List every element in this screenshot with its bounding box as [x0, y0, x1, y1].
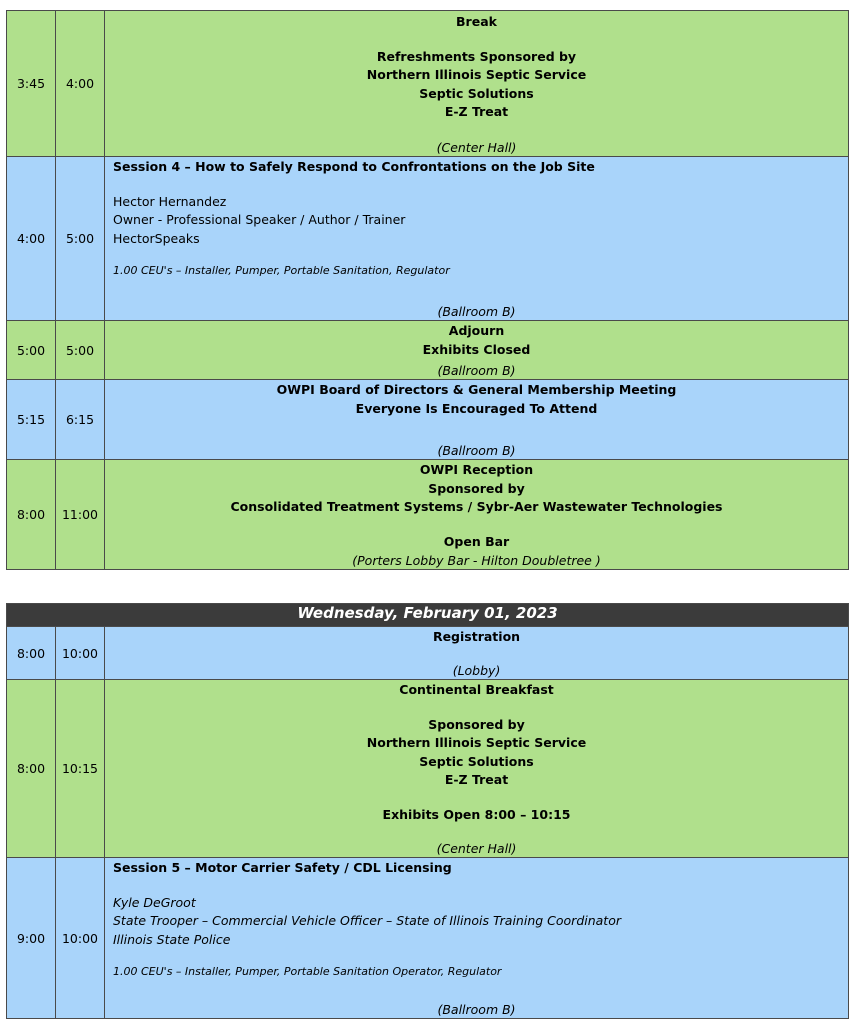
- ceu-credits: 1.00 CEU's – Installer, Pumper, Portable Sanitation Operator, Regulator: [113, 965, 502, 978]
- speaker-title: State Trooper – Commercial Vehicle Officer – State of Illinois Training Coordinator: [113, 913, 621, 928]
- speaker-organization: Illinois State Police: [113, 931, 231, 947]
- start-time: 3:45: [7, 11, 56, 157]
- start-time: 8:00: [7, 460, 56, 570]
- table-row: [7, 858, 849, 1019]
- sponsor-name: E-Z Treat: [444, 772, 509, 787]
- table-row: [7, 680, 849, 858]
- schedule-table-wednesday: [6, 603, 849, 1019]
- speaker-title: Owner - Professional Speaker / Author / Trainer: [113, 212, 406, 227]
- end-time: 6:15: [56, 380, 105, 460]
- end-time: 5:00: [56, 157, 105, 321]
- event-location: (Center Hall): [436, 841, 517, 856]
- event-location: (Porters Lobby Bar - Hilton Doubletree ): [352, 553, 601, 568]
- sponsor-heading: Refreshments Sponsored by: [376, 48, 577, 64]
- table-row: [7, 460, 849, 570]
- end-time: 10:15: [56, 680, 105, 858]
- event-title: Break: [456, 14, 497, 29]
- sponsor-name: Consolidated Treatment Systems / Sybr-Aer Wastewater Technologies: [230, 499, 723, 514]
- start-time: 5:00: [7, 321, 56, 380]
- start-time: 4:00: [7, 157, 56, 321]
- end-time: 10:00: [56, 858, 105, 1019]
- ceu-credits: 1.00 CEU's – Installer, Pumper, Portable Sanitation, Regulator: [113, 264, 450, 277]
- session-title: Session 5 – Motor Carrier Safety / CDL Licensing: [113, 860, 452, 875]
- event-description: [105, 321, 849, 380]
- table-row: [7, 321, 849, 380]
- sponsor-name: Septic Solutions: [419, 753, 534, 769]
- event-location: (Ballroom B): [437, 363, 516, 378]
- event-title: Adjourn: [448, 323, 505, 338]
- end-time: 10:00: [56, 627, 105, 680]
- event-description: [105, 380, 849, 460]
- schedule-table-tuesday: [6, 10, 849, 570]
- sponsor-heading: Sponsored by: [428, 716, 525, 732]
- event-description: [105, 858, 849, 1019]
- speaker-organization: HectorSpeaks: [113, 230, 200, 246]
- sponsor-name: Septic Solutions: [419, 85, 534, 101]
- day-header: Wednesday, February 01, 2023: [7, 604, 849, 627]
- end-time: 5:00: [56, 321, 105, 380]
- session-title: Session 4 – How to Safely Respond to Confrontations on the Job Site: [113, 159, 595, 174]
- event-description: [105, 680, 849, 858]
- event-location: (Lobby): [452, 663, 501, 678]
- speaker-name: Kyle DeGroot: [113, 894, 196, 910]
- table-row: [7, 11, 849, 157]
- event-location: (Ballroom B): [437, 1002, 516, 1017]
- event-title: OWPI Board of Directors & General Membership Meeting: [276, 382, 677, 397]
- event-note: Open Bar: [443, 533, 510, 549]
- sponsor-heading: Sponsored by: [428, 480, 525, 496]
- sponsor-name: E-Z Treat: [444, 104, 509, 119]
- sponsor-name: Northern Illinois Septic Service: [366, 67, 587, 82]
- start-time: 9:00: [7, 858, 56, 1019]
- event-title: OWPI Reception: [419, 462, 534, 477]
- event-title: Registration: [432, 629, 521, 644]
- start-time: 8:00: [7, 680, 56, 858]
- event-description: [105, 460, 849, 570]
- event-description: [105, 157, 849, 321]
- start-time: 8:00: [7, 627, 56, 680]
- table-row: [7, 157, 849, 321]
- event-location: (Ballroom B): [437, 304, 516, 319]
- sponsor-name: Northern Illinois Septic Service: [366, 735, 587, 750]
- start-time: 5:15: [7, 380, 56, 460]
- exhibits-note: Exhibits Open 8:00 – 10:15: [382, 806, 571, 822]
- table-row: [7, 627, 849, 680]
- event-location: (Center Hall): [436, 140, 517, 155]
- end-time: 4:00: [56, 11, 105, 157]
- speaker-name: Hector Hernandez: [113, 193, 227, 209]
- day-header-row: [7, 604, 849, 627]
- event-location: (Ballroom B): [437, 443, 516, 458]
- end-time: 11:00: [56, 460, 105, 570]
- event-subtitle: Exhibits Closed: [422, 341, 531, 357]
- table-row: [7, 380, 849, 460]
- event-title: Continental Breakfast: [399, 682, 554, 697]
- event-description: [105, 627, 849, 680]
- event-description: [105, 11, 849, 157]
- event-subtitle: Everyone Is Encouraged To Attend: [355, 400, 598, 416]
